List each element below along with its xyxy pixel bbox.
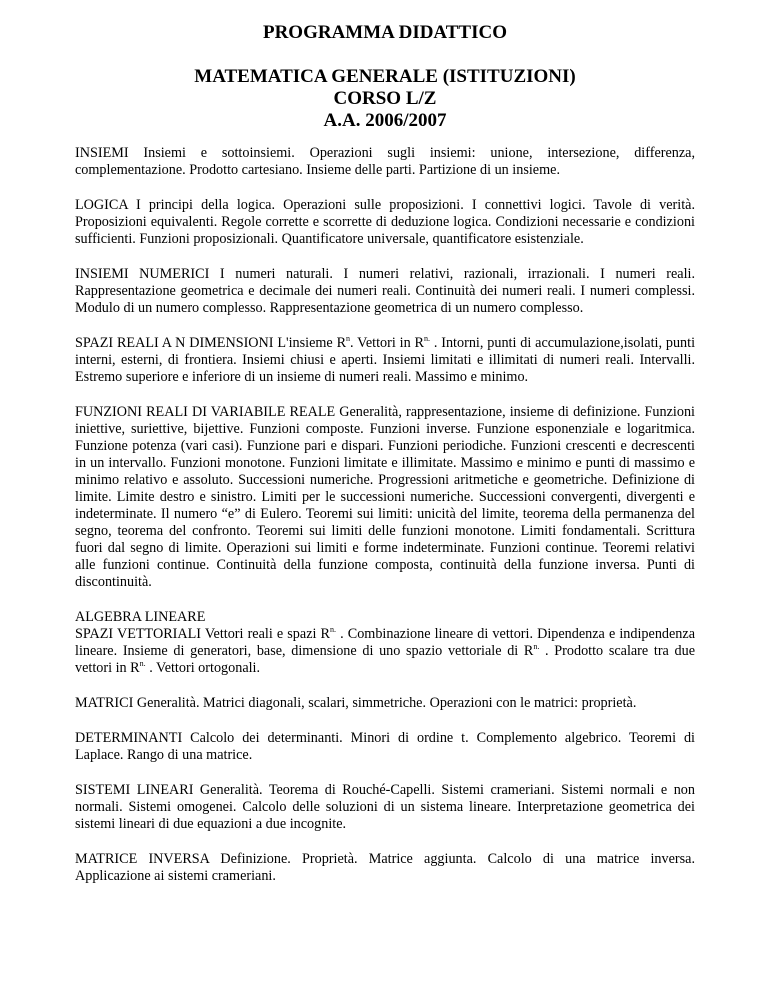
document-page	[75, 22, 695, 903]
superscript-n: n.	[330, 625, 336, 634]
document-title: PROGRAMMA DIDATTICO	[262, 22, 507, 43]
spazi-vettoriali-text-1: SPAZI VETTORIALI Vettori reali e spazi R	[75, 626, 330, 642]
algebra-lineare-heading: ALGEBRA LINEARE	[75, 609, 206, 625]
academic-year: A.A. 2006/2007	[323, 110, 447, 131]
syllabus-body	[75, 145, 695, 885]
section-logica: LOGICA I principi della logica. Operazioni sulle proposizioni. I connettivi logici. Tavole di verità. Proposizioni equivalenti. Regole corrette e scorrette di deduzione logica. Condizioni necessarie e condizioni sufficienti. Funzioni proposizionali. Quantificatore universale, quantificatore esistenziale.	[75, 197, 695, 247]
section-insiemi-numerici: INSIEMI NUMERICI I numeri naturali. I numeri relativi, razionali, irrazionali. I numeri reali. Rappresentazione geometrica e decimale dei numeri reali. Continuità dei numeri reali. I numeri complessi. Modulo di un numero complesso. Rappresentazione geometrica di un numero complesso.	[75, 266, 695, 316]
document-header	[75, 22, 695, 132]
superscript-n: n	[346, 334, 351, 343]
spazi-vettoriali-text-3: . Prodotto scalare tra due vettori in R	[75, 643, 695, 676]
spazi-reali-text-3: . Intorni, punti di accumulazione,isolati, punti interni, esterni, di frontiera. Insiemi chiusi e aperti. Insiemi limitati e illimitati di numeri reali. Intervalli. Estremo superiore e inferiore di un insieme di numeri reali. Massimo e minimo.	[75, 335, 696, 385]
spazi-vettoriali-text-4: . Vettori ortogonali.	[145, 660, 261, 676]
spazi-reali-text-1: SPAZI REALI A N DIMENSIONI L'insieme R	[75, 335, 347, 351]
section-matrice-inversa: MATRICE INVERSA Definizione. Proprietà. Matrice aggiunta. Calcolo di una matrice inversa. Applicazione ai sistemi crameriani.	[75, 851, 695, 884]
course-code: CORSO L/Z	[333, 88, 437, 109]
section-algebra-lineare	[75, 609, 695, 677]
spazi-reali-text-2: . Vettori in R	[350, 335, 424, 351]
superscript-n: n.	[424, 334, 430, 343]
spazi-vettoriali-text	[75, 626, 695, 677]
section-spazi-reali	[75, 335, 695, 386]
superscript-n: n.	[533, 642, 540, 651]
section-sistemi-lineari: SISTEMI LINEARI Generalità. Teorema di Rouché-Capelli. Sistemi crameriani. Sistemi normali e non normali. Sistemi omogenei. Calcolo delle soluzioni di un sistema lineare. Interpretazione geometrica dei sistemi lineari di due equazioni a due incognite.	[75, 782, 695, 832]
section-determinanti: DETERMINANTI Calcolo dei determinanti. Minori di ordine t. Complemento algebrico. Teoremi di Laplace. Rango di una matrice.	[75, 730, 695, 763]
section-matrici: MATRICI Generalità. Matrici diagonali, scalari, simmetriche. Operazioni con le matrici: proprietà.	[75, 695, 637, 711]
spazi-vettoriali-text-2: . Combinazione lineare di vettori. Dipendenza e indipendenza lineare. Insieme di generatori, base, dimensione di uno spazio vettoriale di R	[75, 626, 695, 659]
course-name: MATEMATICA GENERALE (ISTITUZIONI)	[194, 66, 576, 87]
section-funzioni: FUNZIONI REALI DI VARIABILE REALE Generalità, rappresentazione, insieme di definizione. Funzioni iniettive, suriettive, bijettive. Funzioni composte. Funzioni inverse. Funzione esponenziale e logaritmica. Funzione potenza (vari casi). Funzione pari e dispari. Funzioni periodiche. Funzioni crescenti e decrescenti in un intervallo. Funzioni monotone. Funzioni limitate e illimitate. Massimo e minimo e punti di massimo e minimo relativo e assoluto. Successioni numeriche. Progressioni aritmetiche e geometriche. Definizione di limite. Limite destro e sinistro. Limiti per le successioni numeriche. Successioni convergenti, divergenti e indeterminate. Il numero “e” di Eulero. Teoremi sui limiti: unicità del limite, teorema della permanenza del segno, teorema del confronto. Teoremi sui limiti delle funzioni monotone. Limiti fondamentali. Scrittura fuori dal segno di limite. Operazioni sui limiti e forme indeterminate. Funzioni continue. Teoremi relativi alle funzioni continue. Continuità della funzione composta, continuità della funzione inversa. Punti di discontinuità.	[75, 404, 695, 590]
superscript-n: n.	[139, 659, 146, 668]
section-insiemi: INSIEMI Insiemi e sottoinsiemi. Operazioni sugli insiemi: unione, intersezione, differenza, complementazione. Prodotto cartesiano. Insieme delle parti. Partizione di un insieme.	[75, 145, 695, 178]
